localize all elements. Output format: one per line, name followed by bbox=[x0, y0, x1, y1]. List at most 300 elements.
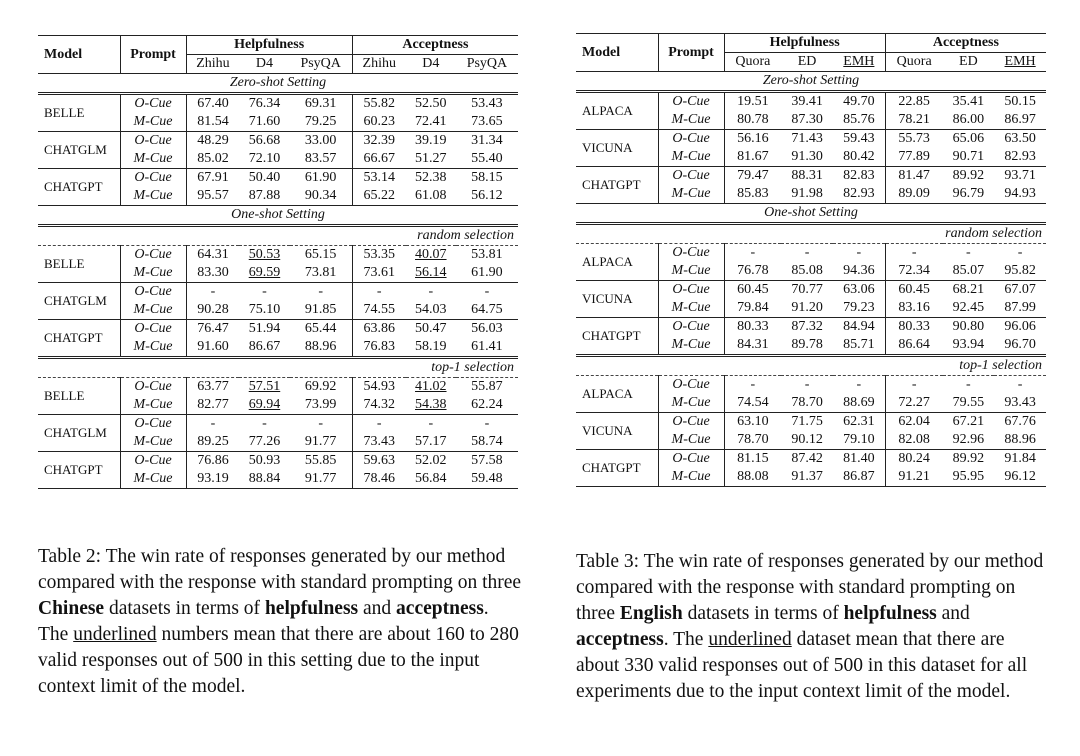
value-cell: 80.78 bbox=[724, 111, 781, 130]
caption-bold: Chinese bbox=[38, 598, 105, 619]
table-row bbox=[38, 94, 518, 114]
value-cell: 90.71 bbox=[952, 149, 985, 164]
value-cell: 51.27 bbox=[415, 151, 447, 166]
table-2 bbox=[38, 35, 518, 489]
dataset-header: D4 bbox=[239, 55, 289, 74]
value-cell: 55.87 bbox=[471, 379, 503, 394]
value-cell: 93.71 bbox=[994, 167, 1046, 186]
value-cell: 65.15 bbox=[304, 247, 337, 262]
value-cell: 86.64 bbox=[885, 336, 942, 356]
value-cell: 63.86 bbox=[352, 320, 405, 339]
value-cell: 81.15 bbox=[724, 450, 781, 469]
model-cell: VICUNA bbox=[576, 413, 658, 450]
value-cell: 85.71 bbox=[843, 337, 875, 352]
prompt-cell: O-Cue bbox=[120, 378, 186, 397]
dataset-header: Quora bbox=[885, 53, 942, 72]
value-cell: 50.47 bbox=[406, 320, 456, 339]
value-cell: 65.22 bbox=[352, 187, 405, 206]
value-cell: 53.81 bbox=[471, 247, 503, 262]
value-cell: 96.06 bbox=[994, 318, 1046, 337]
value-cell: 92.96 bbox=[952, 432, 985, 447]
prompt-cell: O-Cue bbox=[658, 450, 724, 469]
helpfulness-header: Helpfulness bbox=[724, 34, 885, 53]
model-cell: CHATGPT bbox=[38, 320, 120, 358]
caption-text: and bbox=[358, 598, 397, 619]
prompt-cell: O-Cue bbox=[658, 130, 724, 149]
value-cell: 61.90 bbox=[471, 265, 503, 280]
model-cell: ALPACA bbox=[582, 386, 633, 401]
value-cell: 88.69 bbox=[843, 395, 875, 410]
value-cell: - bbox=[966, 245, 971, 260]
table-row bbox=[38, 320, 518, 339]
value-cell: 75.10 bbox=[248, 302, 281, 317]
selection-label: top-1 selection bbox=[38, 358, 518, 378]
value-cell: 69.94 bbox=[248, 397, 281, 412]
value-cell: 57.58 bbox=[456, 452, 518, 471]
prompt-cell: O-Cue bbox=[120, 283, 186, 302]
caption-bold: English bbox=[619, 603, 683, 624]
value-cell: 79.25 bbox=[304, 114, 337, 129]
prompt-cell: O-Cue bbox=[120, 169, 186, 188]
value-cell: 67.91 bbox=[186, 169, 239, 188]
value-cell: 73.65 bbox=[471, 114, 503, 129]
value-cell: - bbox=[352, 283, 405, 302]
value-cell: 92.45 bbox=[952, 300, 985, 315]
value-cell: 78.70 bbox=[791, 395, 823, 410]
table-row bbox=[38, 283, 518, 302]
value-cell: 61.08 bbox=[415, 188, 447, 203]
value-cell: 69.31 bbox=[304, 96, 337, 111]
value-cell: 91.98 bbox=[791, 186, 823, 201]
value-cell: 91.85 bbox=[304, 302, 337, 317]
value-cell: 54.93 bbox=[352, 378, 405, 397]
value-cell: 85.76 bbox=[843, 112, 875, 127]
value-cell: 78.46 bbox=[352, 470, 405, 489]
dataset-header: EMH bbox=[833, 53, 885, 72]
section-row bbox=[576, 72, 1046, 92]
value-cell: 63.77 bbox=[186, 378, 239, 397]
value-cell: 81.67 bbox=[724, 148, 781, 167]
value-cell: 82.08 bbox=[885, 431, 942, 450]
value-cell: 83.16 bbox=[885, 299, 942, 318]
prompt-cell: M-Cue bbox=[658, 336, 724, 356]
value-cell: 88.96 bbox=[304, 339, 337, 354]
value-cell: 95.95 bbox=[952, 469, 985, 484]
value-cell: 82.83 bbox=[833, 167, 885, 186]
value-cell: 40.07 bbox=[415, 247, 447, 262]
model-cell: CHATGLM bbox=[38, 283, 120, 320]
value-cell: 95.57 bbox=[186, 187, 239, 206]
table-3-caption bbox=[576, 549, 1050, 705]
value-cell: 64.75 bbox=[471, 302, 503, 317]
selection-row bbox=[576, 224, 1046, 244]
value-cell: 58.15 bbox=[456, 169, 518, 188]
value-cell: 33.00 bbox=[290, 132, 353, 151]
value-cell: 67.21 bbox=[943, 413, 995, 432]
prompt-cell: O-Cue bbox=[120, 320, 186, 339]
selection-row bbox=[576, 356, 1046, 376]
value-cell: 87.88 bbox=[248, 188, 281, 203]
value-cell: 91.60 bbox=[186, 338, 239, 358]
prompt-cell: M-Cue bbox=[120, 150, 186, 169]
value-cell: 67.76 bbox=[994, 413, 1046, 432]
value-cell: 79.23 bbox=[843, 300, 875, 315]
value-cell: 82.77 bbox=[186, 396, 239, 415]
table-row bbox=[576, 167, 1046, 186]
value-cell: 52.02 bbox=[406, 452, 456, 471]
value-cell: 93.43 bbox=[1004, 395, 1036, 410]
prompt-cell: O-Cue bbox=[120, 94, 186, 114]
table-row bbox=[576, 92, 1046, 112]
value-cell: 70.77 bbox=[781, 281, 833, 300]
value-cell: 65.44 bbox=[290, 320, 353, 339]
value-cell: 59.43 bbox=[833, 130, 885, 149]
value-cell: 83.57 bbox=[304, 151, 337, 166]
table-row bbox=[38, 169, 518, 188]
prompt-cell: O-Cue bbox=[658, 413, 724, 432]
value-cell: 87.30 bbox=[791, 112, 823, 127]
value-cell: 91.30 bbox=[791, 149, 823, 164]
value-cell: 56.14 bbox=[415, 265, 447, 280]
value-cell: 50.93 bbox=[239, 452, 289, 471]
value-cell: 59.48 bbox=[471, 471, 503, 486]
section-title: One-shot Setting bbox=[38, 206, 518, 226]
value-cell: 50.53 bbox=[248, 247, 281, 262]
value-cell: 68.21 bbox=[943, 281, 995, 300]
value-cell: 87.32 bbox=[781, 318, 833, 337]
value-cell: - bbox=[724, 244, 781, 263]
caption-text: . The bbox=[38, 598, 489, 645]
value-cell: 87.42 bbox=[781, 450, 833, 469]
caption-bold: acceptness bbox=[576, 629, 664, 650]
value-cell: 91.84 bbox=[994, 450, 1046, 469]
value-cell: 88.08 bbox=[724, 468, 781, 487]
value-cell: 48.29 bbox=[186, 132, 239, 151]
value-cell: 79.47 bbox=[724, 167, 781, 186]
caption-text: Table 3: The win rate of responses generated by our method compared with the response with standard prompting on three bbox=[576, 551, 1044, 624]
value-cell: 76.34 bbox=[248, 96, 281, 111]
value-cell: 55.85 bbox=[290, 452, 353, 471]
section-title: Zero-shot Setting bbox=[38, 74, 518, 94]
value-cell: - bbox=[239, 415, 289, 434]
dataset-header: Zhihu bbox=[352, 55, 405, 74]
value-cell: 54.38 bbox=[415, 397, 447, 412]
value-cell: 52.38 bbox=[406, 169, 456, 188]
value-cell: 72.10 bbox=[248, 151, 281, 166]
value-cell: - bbox=[804, 245, 810, 260]
caption-text: numbers mean that there are about 160 to 280 valid responses out of 500 in this setting due to the input context limit of the model. bbox=[38, 624, 519, 697]
acceptness-header: Acceptness bbox=[885, 34, 1046, 53]
selection-row bbox=[38, 358, 518, 378]
value-cell: 72.34 bbox=[885, 262, 942, 281]
prompt-cell: O-Cue bbox=[120, 415, 186, 434]
value-cell: 53.14 bbox=[352, 169, 405, 188]
value-cell: 84.94 bbox=[833, 318, 885, 337]
value-cell: 76.47 bbox=[186, 320, 239, 339]
value-cell: 22.85 bbox=[885, 92, 942, 112]
caption-text: Table 2: The win rate of responses generated by our method compared with the response with standard prompting on three bbox=[38, 546, 522, 593]
prompt-cell: M-Cue bbox=[120, 113, 186, 132]
model-cell: VICUNA bbox=[576, 130, 658, 167]
value-cell: 74.54 bbox=[724, 394, 781, 413]
value-cell: 76.78 bbox=[724, 262, 781, 281]
value-cell: 73.61 bbox=[352, 264, 405, 283]
value-cell: - bbox=[856, 377, 862, 392]
section-row bbox=[38, 206, 518, 226]
value-cell: 85.83 bbox=[724, 185, 781, 204]
value-cell: 93.19 bbox=[186, 470, 239, 489]
caption-bold: helpfulness bbox=[264, 598, 359, 619]
prompt-cell: M-Cue bbox=[120, 470, 186, 489]
value-cell: 93.94 bbox=[952, 337, 985, 352]
value-cell: 72.41 bbox=[415, 114, 447, 129]
value-cell: 74.55 bbox=[352, 301, 405, 320]
value-cell: 56.12 bbox=[471, 188, 503, 203]
prompt-cell: M-Cue bbox=[120, 264, 186, 283]
prompt-cell: M-Cue bbox=[658, 431, 724, 450]
value-cell: 61.41 bbox=[471, 339, 503, 354]
value-cell: 71.60 bbox=[248, 114, 281, 129]
model-cell: CHATGLM bbox=[38, 415, 120, 452]
value-cell: 49.70 bbox=[843, 94, 875, 109]
caption-text: dataset mean that there are about 330 valid responses out of 500 in this dataset for all experiments due to the input context limit of the model. bbox=[576, 629, 1028, 702]
table-row bbox=[38, 132, 518, 151]
model-header: Model bbox=[582, 44, 621, 60]
caption-underlined: underlined bbox=[73, 624, 157, 645]
value-cell: - bbox=[1017, 377, 1023, 392]
value-cell: 62.04 bbox=[885, 413, 942, 432]
value-cell: 95.82 bbox=[1004, 263, 1036, 278]
value-cell: 91.77 bbox=[304, 471, 337, 486]
value-cell: 57.51 bbox=[248, 379, 281, 394]
table-row bbox=[38, 378, 518, 397]
value-cell: 62.24 bbox=[471, 397, 503, 412]
value-cell: - bbox=[456, 415, 518, 434]
prompt-header: Prompt bbox=[658, 34, 724, 72]
value-cell: 82.93 bbox=[1004, 149, 1036, 164]
prompt-cell: O-Cue bbox=[658, 281, 724, 300]
model-cell: BELLE bbox=[44, 388, 85, 403]
value-cell: 96.70 bbox=[1004, 337, 1036, 352]
section-row bbox=[38, 74, 518, 94]
model-cell: CHATGPT bbox=[38, 452, 120, 489]
value-cell: 81.40 bbox=[833, 450, 885, 469]
header-row bbox=[38, 36, 518, 55]
value-cell: 32.39 bbox=[352, 132, 405, 151]
prompt-cell: M-Cue bbox=[658, 468, 724, 487]
caption-text: datasets in terms of bbox=[682, 603, 844, 624]
value-cell: 86.87 bbox=[843, 469, 875, 484]
dataset-header: PsyQA bbox=[456, 55, 518, 74]
table-row bbox=[576, 281, 1046, 300]
caption-bold: helpfulness bbox=[843, 603, 937, 624]
model-cell: ALPACA bbox=[582, 254, 633, 269]
table-row bbox=[576, 244, 1046, 263]
value-cell: 67.07 bbox=[994, 281, 1046, 300]
value-cell: 51.94 bbox=[239, 320, 289, 339]
value-cell: 64.31 bbox=[186, 246, 239, 265]
value-cell: - bbox=[290, 283, 353, 302]
prompt-cell: M-Cue bbox=[120, 396, 186, 415]
prompt-cell: O-Cue bbox=[658, 318, 724, 337]
value-cell: 88.84 bbox=[248, 471, 281, 486]
table-row bbox=[576, 318, 1046, 337]
value-cell: 89.25 bbox=[186, 433, 239, 452]
model-cell: CHATGLM bbox=[38, 132, 120, 169]
value-cell: - bbox=[804, 377, 810, 392]
value-cell: 54.03 bbox=[415, 302, 447, 317]
value-cell: 55.73 bbox=[885, 130, 942, 149]
value-cell: 86.97 bbox=[1004, 112, 1036, 127]
prompt-cell: M-Cue bbox=[658, 185, 724, 204]
value-cell: 41.02 bbox=[415, 379, 447, 394]
value-cell: 60.23 bbox=[352, 113, 405, 132]
value-cell: 57.17 bbox=[415, 434, 447, 449]
section-row bbox=[576, 204, 1046, 224]
value-cell: 71.75 bbox=[781, 413, 833, 432]
value-cell: 86.67 bbox=[248, 339, 281, 354]
prompt-header: Prompt bbox=[120, 36, 186, 74]
value-cell: 73.43 bbox=[352, 433, 405, 452]
value-cell: 79.10 bbox=[843, 432, 875, 447]
value-cell: 85.08 bbox=[791, 263, 823, 278]
table-3-panel bbox=[576, 33, 1046, 487]
value-cell: 62.31 bbox=[833, 413, 885, 432]
value-cell: 67.40 bbox=[186, 94, 239, 114]
value-cell: 88.96 bbox=[1004, 432, 1036, 447]
header-row bbox=[576, 34, 1046, 53]
value-cell: 81.54 bbox=[186, 113, 239, 132]
value-cell: 63.10 bbox=[724, 413, 781, 432]
model-cell: ALPACA bbox=[582, 103, 633, 118]
prompt-cell: M-Cue bbox=[658, 262, 724, 281]
value-cell: 80.24 bbox=[885, 450, 942, 469]
caption-underlined: underlined bbox=[708, 629, 792, 650]
value-cell: 69.92 bbox=[304, 379, 337, 394]
dataset-header: ED bbox=[943, 53, 995, 72]
value-cell: - bbox=[885, 376, 942, 395]
value-cell: 19.51 bbox=[724, 92, 781, 112]
value-cell: 53.35 bbox=[352, 246, 405, 265]
value-cell: - bbox=[352, 415, 405, 434]
prompt-cell: O-Cue bbox=[658, 244, 724, 263]
table-row bbox=[38, 415, 518, 434]
helpfulness-header: Helpfulness bbox=[186, 36, 352, 55]
dataset-header: PsyQA bbox=[290, 55, 353, 74]
prompt-cell: O-Cue bbox=[120, 246, 186, 265]
dataset-header: Quora bbox=[724, 53, 781, 72]
value-cell: - bbox=[186, 415, 239, 434]
value-cell: 56.84 bbox=[415, 471, 447, 486]
value-cell: 94.36 bbox=[843, 263, 875, 278]
value-cell: 72.27 bbox=[885, 394, 942, 413]
value-cell: 87.99 bbox=[1004, 300, 1036, 315]
section-title: One-shot Setting bbox=[576, 204, 1046, 224]
value-cell: - bbox=[239, 283, 289, 302]
dataset-header: Zhihu bbox=[186, 55, 239, 74]
section-title: Zero-shot Setting bbox=[576, 72, 1046, 92]
prompt-cell: M-Cue bbox=[120, 301, 186, 320]
value-cell: 73.99 bbox=[304, 397, 337, 412]
value-cell: 55.40 bbox=[471, 151, 503, 166]
prompt-cell: O-Cue bbox=[658, 376, 724, 395]
value-cell: 60.45 bbox=[885, 281, 942, 300]
model-cell: CHATGPT bbox=[576, 318, 658, 356]
prompt-cell: O-Cue bbox=[120, 132, 186, 151]
value-cell: 85.07 bbox=[952, 263, 985, 278]
value-cell: 77.89 bbox=[885, 148, 942, 167]
value-cell: 80.33 bbox=[724, 318, 781, 337]
table-row bbox=[576, 130, 1046, 149]
model-cell: VICUNA bbox=[576, 281, 658, 318]
value-cell: 50.15 bbox=[1004, 94, 1036, 109]
table-row bbox=[576, 413, 1046, 432]
value-cell: 94.93 bbox=[1004, 186, 1036, 201]
value-cell: 31.34 bbox=[456, 132, 518, 151]
value-cell: 89.09 bbox=[885, 185, 942, 204]
value-cell: 90.34 bbox=[304, 188, 337, 203]
value-cell: 78.21 bbox=[885, 111, 942, 130]
selection-label: random selection bbox=[576, 224, 1046, 244]
model-header: Model bbox=[44, 46, 83, 62]
value-cell: 91.37 bbox=[791, 469, 823, 484]
prompt-cell: O-Cue bbox=[658, 92, 724, 112]
value-cell: 76.86 bbox=[186, 452, 239, 471]
value-cell: 78.70 bbox=[724, 431, 781, 450]
value-cell: 89.92 bbox=[943, 167, 995, 186]
table-2-caption bbox=[38, 544, 522, 700]
value-cell: 66.67 bbox=[352, 150, 405, 169]
value-cell: 63.06 bbox=[833, 281, 885, 300]
value-cell: 88.31 bbox=[781, 167, 833, 186]
prompt-cell: O-Cue bbox=[658, 167, 724, 186]
value-cell: 80.42 bbox=[843, 149, 875, 164]
table-row bbox=[38, 246, 518, 265]
value-cell: 96.79 bbox=[952, 186, 985, 201]
value-cell: 80.33 bbox=[885, 318, 942, 337]
dataset-header: D4 bbox=[406, 55, 456, 74]
acceptness-header: Acceptness bbox=[352, 36, 518, 55]
value-cell: 85.02 bbox=[186, 150, 239, 169]
model-cell: CHATGPT bbox=[38, 169, 120, 206]
value-cell: 61.90 bbox=[290, 169, 353, 188]
value-cell: 73.81 bbox=[304, 265, 337, 280]
value-cell: - bbox=[856, 245, 862, 260]
value-cell: 89.92 bbox=[943, 450, 995, 469]
model-cell: BELLE bbox=[44, 256, 85, 271]
value-cell: 77.26 bbox=[248, 434, 281, 449]
value-cell: - bbox=[406, 283, 456, 302]
caption-text: and bbox=[936, 603, 970, 624]
table-row bbox=[576, 450, 1046, 469]
table-2-panel bbox=[38, 35, 518, 489]
dataset-header: ED bbox=[781, 53, 833, 72]
value-cell: 69.59 bbox=[248, 265, 281, 280]
value-cell: 86.00 bbox=[952, 112, 985, 127]
value-cell: - bbox=[885, 244, 942, 263]
dataset-header: EMH bbox=[994, 53, 1046, 72]
value-cell: 96.12 bbox=[1004, 469, 1036, 484]
prompt-cell: M-Cue bbox=[120, 338, 186, 358]
value-cell: 74.32 bbox=[352, 396, 405, 415]
caption-text: . The bbox=[663, 629, 709, 650]
value-cell: 81.47 bbox=[885, 167, 942, 186]
prompt-cell: M-Cue bbox=[658, 111, 724, 130]
value-cell: 60.45 bbox=[724, 281, 781, 300]
value-cell: 55.82 bbox=[352, 94, 405, 114]
value-cell: 76.83 bbox=[352, 338, 405, 358]
value-cell: 90.28 bbox=[186, 301, 239, 320]
